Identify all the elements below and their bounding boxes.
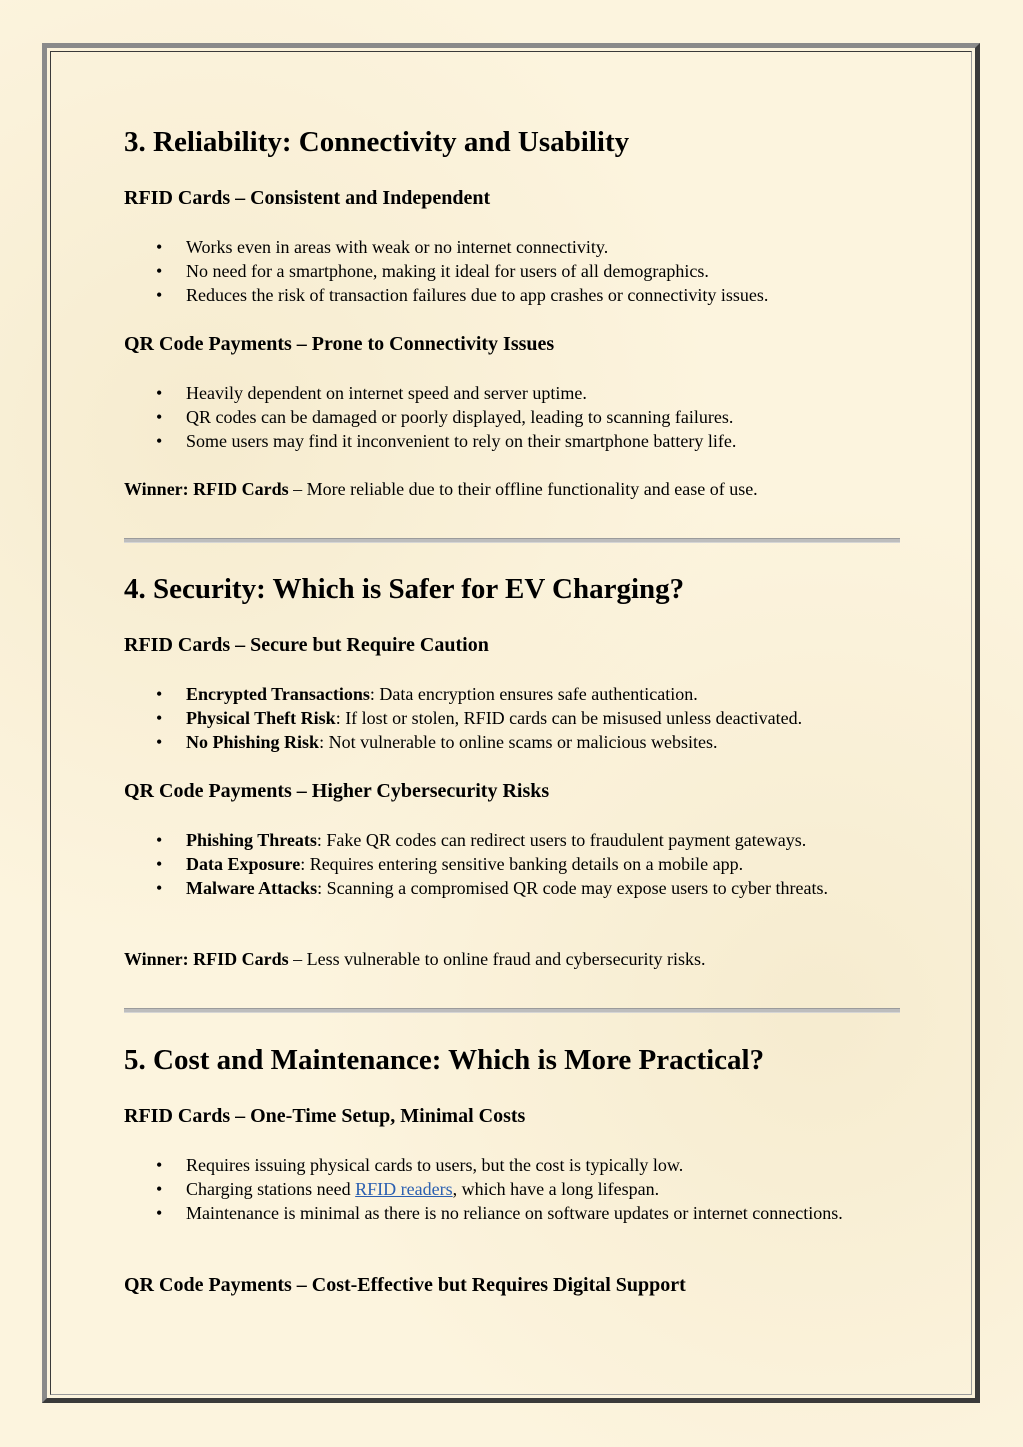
section-title-security: 4. Security: Which is Safer for EV Charging? (124, 573, 685, 605)
rfid-list-cost (124, 1153, 904, 1225)
qr-list-security (124, 828, 904, 900)
section-divider (124, 1008, 900, 1013)
list-item: • Reduces the risk of transaction failures due to app crashes or connectivity issues. (156, 285, 769, 305)
rfid-list-reliability (124, 235, 904, 307)
qr-heading-cost: QR Code Payments – Cost-Effective but Requires Digital Support (124, 1274, 686, 1296)
bullet-icon: • (156, 708, 163, 728)
bullet-icon: • (156, 383, 163, 403)
qr-heading-reliability: QR Code Payments – Prone to Connectivity Issues (124, 333, 555, 355)
list-item: • QR codes can be damaged or poorly displayed, leading to scanning failures. (156, 407, 734, 427)
list-item: • Maintenance is minimal as there is no reliance on software updates or internet connections. (156, 1203, 843, 1223)
bullet-icon: • (156, 878, 163, 898)
list-item: • No Phishing Risk: Not vulnerable to online scams or malicious websites. (156, 732, 718, 752)
rfid-heading-cost: RFID Cards – One-Time Setup, Minimal Costs (124, 1105, 526, 1127)
list-item: • Charging stations need RFID readers, which have a long lifespan. (156, 1179, 660, 1199)
bullet-icon: • (156, 854, 163, 874)
list-item: • Requires issuing physical cards to users, but the cost is typically low. (156, 1155, 684, 1175)
qr-heading-security: QR Code Payments – Higher Cybersecurity Risks (124, 780, 550, 802)
rfid-list-security (124, 682, 904, 754)
section-title-cost: 5. Cost and Maintenance: Which is More Practical? (124, 1044, 765, 1076)
list-item: • Malware Attacks: Scanning a compromised QR code may expose users to cyber threats. (156, 878, 829, 898)
qr-list-reliability (124, 381, 904, 453)
winner-reliability: Winner: RFID Cards – More reliable due to their offline functionality and ease of use. (124, 479, 758, 499)
section-divider (124, 538, 900, 543)
list-item: • Physical Theft Risk: If lost or stolen, RFID cards can be misused unless deactivated. (156, 708, 803, 728)
bullet-icon: • (156, 1179, 163, 1199)
list-item: • Phishing Threats: Fake QR codes can redirect users to fraudulent payment gateways. (156, 830, 807, 850)
list-item: • Heavily dependent on internet speed and server uptime. (156, 383, 587, 403)
bullet-icon: • (156, 237, 163, 257)
section-title-reliability: 3. Reliability: Connectivity and Usability (124, 126, 630, 158)
bullet-icon: • (156, 407, 163, 427)
rfid-heading-reliability: RFID Cards – Consistent and Independent (124, 187, 491, 209)
rfid-heading-security: RFID Cards – Secure but Require Caution (124, 634, 489, 656)
bullet-icon: • (156, 431, 163, 451)
bullet-icon: • (156, 684, 163, 704)
bullet-icon: • (156, 732, 163, 752)
list-item: • No need for a smartphone, making it ideal for users of all demographics. (156, 261, 709, 281)
rfid-readers-link[interactable]: RFID readers (355, 1179, 453, 1199)
bullet-icon: • (156, 1155, 163, 1175)
bullet-icon: • (156, 1203, 163, 1223)
bullet-icon: • (156, 285, 163, 305)
list-item: • Data Exposure: Requires entering sensitive banking details on a mobile app. (156, 854, 744, 874)
bullet-icon: • (156, 830, 163, 850)
list-item: • Encrypted Transactions: Data encryption ensures safe authentication. (156, 684, 698, 704)
winner-security: Winner: RFID Cards – Less vulnerable to online fraud and cybersecurity risks. (124, 949, 706, 969)
list-item: • Works even in areas with weak or no internet connectivity. (156, 237, 609, 257)
bullet-icon: • (156, 261, 163, 281)
list-item: • Some users may find it inconvenient to rely on their smartphone battery life. (156, 431, 737, 451)
